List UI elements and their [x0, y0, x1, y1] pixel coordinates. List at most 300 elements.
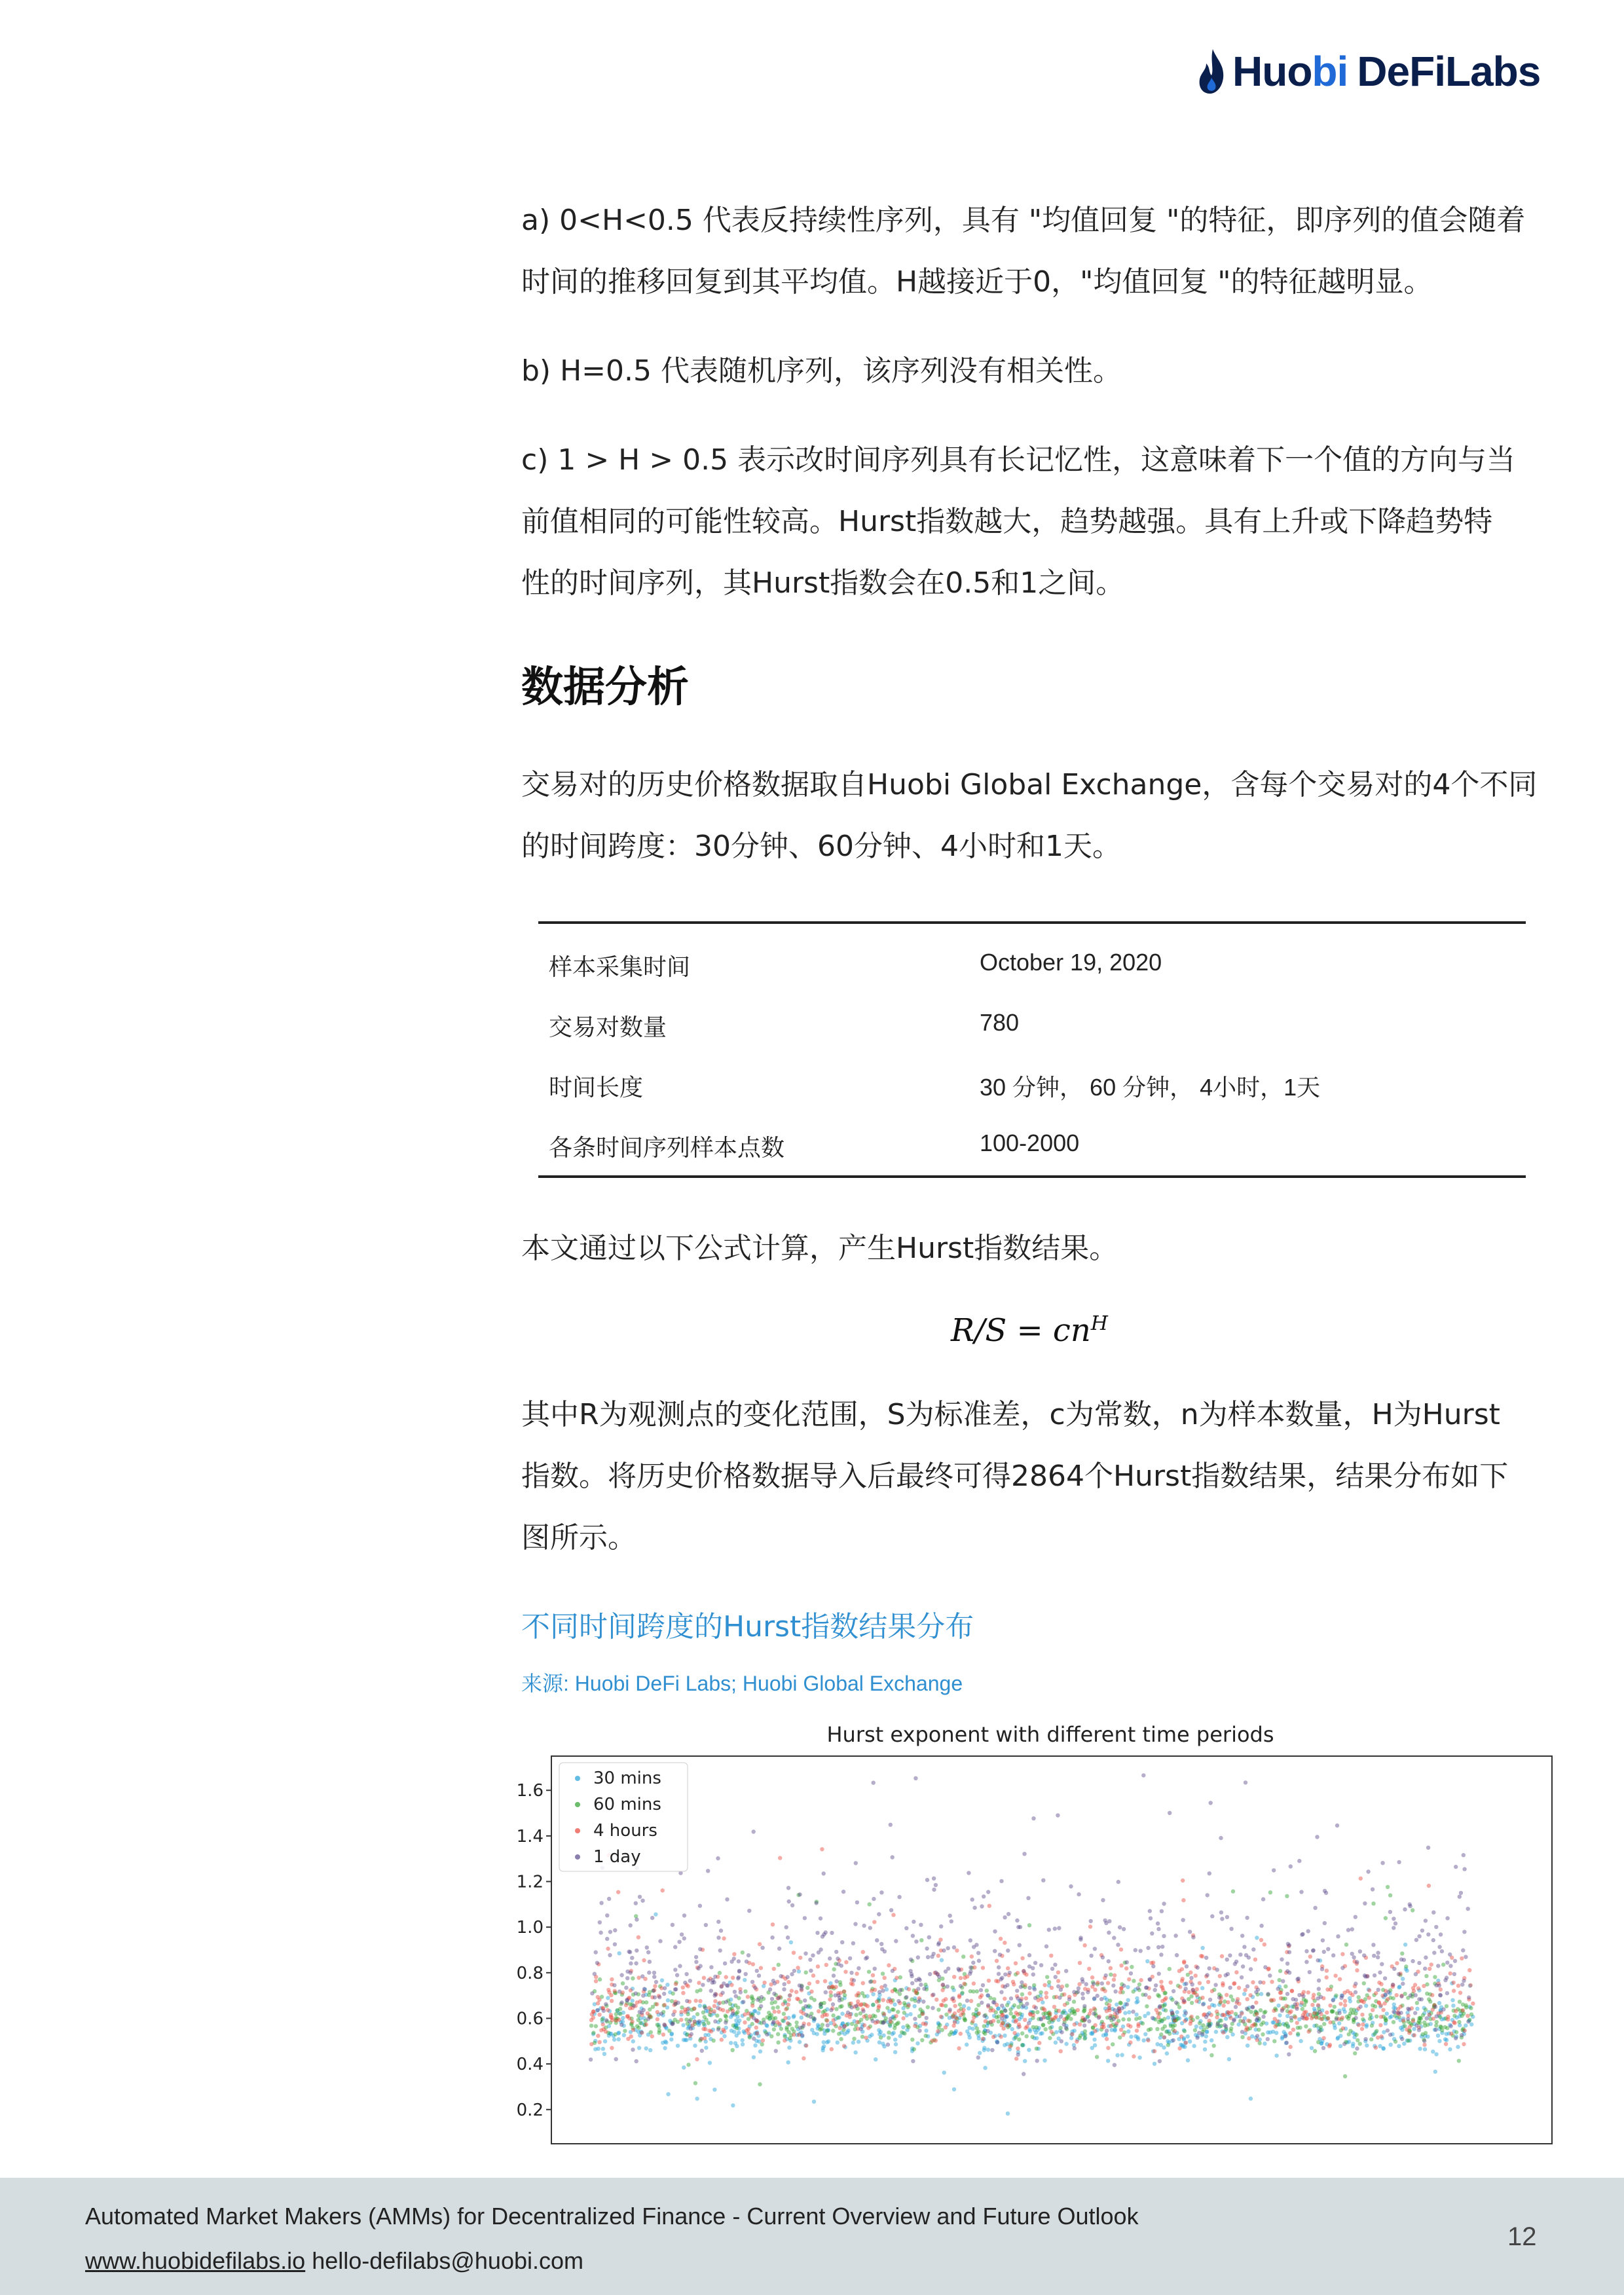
scatter-point — [898, 1992, 902, 1996]
scatter-point — [712, 2010, 716, 2013]
scatter-point — [1043, 2008, 1046, 2012]
scatter-point — [1337, 2021, 1341, 2025]
scatter-point — [1159, 1953, 1163, 1956]
scatter-point — [1111, 1983, 1115, 1987]
scatter-point — [596, 2008, 600, 2012]
scatter-point — [928, 1972, 932, 1976]
scatter-point — [1005, 2023, 1009, 2027]
scatter-point — [1299, 2039, 1302, 2043]
scatter-point — [970, 1955, 974, 1958]
scatter-point — [1417, 1934, 1421, 1938]
scatter-point — [1048, 2011, 1052, 2015]
scatter-point — [1156, 2015, 1160, 2019]
scatter-point — [1215, 2015, 1219, 2019]
scatter-point — [650, 1916, 654, 1920]
scatter-point — [1095, 2055, 1099, 2059]
scatter-point — [1449, 1972, 1452, 1975]
scatter-point — [697, 1966, 701, 1970]
scatter-point — [602, 2052, 606, 2056]
scatter-point — [1234, 1970, 1238, 1974]
scatter-point — [635, 1949, 638, 1953]
explain-line1: 其中R为观测点的变化范围，S为标准差，c为常数，n为样本数量，H为Hurst — [521, 1398, 1500, 1431]
scatter-points — [589, 1773, 1475, 2116]
scatter-point — [826, 2023, 830, 2027]
scatter-point — [1438, 2015, 1442, 2019]
scatter-point — [1449, 2032, 1453, 2036]
scatter-point — [1108, 1998, 1112, 2002]
scatter-point — [1069, 2036, 1073, 2040]
scatter-point — [825, 2029, 829, 2033]
scatter-point — [1276, 1987, 1280, 1991]
scatter-point — [1189, 1970, 1192, 1974]
scatter-point — [1388, 2015, 1392, 2019]
scatter-point — [1351, 2042, 1355, 2046]
scatter-point — [686, 1984, 690, 1988]
scatter-point — [1127, 2017, 1131, 2021]
scatter-point — [861, 1981, 865, 1985]
scatter-point — [1376, 1988, 1380, 1992]
scatter-point — [712, 1994, 716, 1998]
scatter-point — [1143, 1992, 1147, 1996]
scatter-point — [834, 1950, 838, 1954]
scatter-point — [1107, 1959, 1111, 1963]
scatter-point — [1274, 2025, 1278, 2029]
scatter-point — [862, 2023, 866, 2027]
scatter-point — [1321, 2036, 1325, 2040]
scatter-point — [1106, 2046, 1110, 2050]
scatter-point — [1112, 1977, 1116, 1981]
scatter-point — [1384, 1916, 1388, 1920]
scatter-point — [1285, 1962, 1289, 1966]
scatter-point — [1082, 2004, 1086, 2008]
scatter-point — [1346, 1989, 1350, 1993]
scatter-point — [1166, 2015, 1170, 2019]
scatter-point — [593, 1972, 597, 1975]
scatter-point — [1131, 2010, 1135, 2013]
scatter-point — [815, 1931, 819, 1935]
scatter-point — [607, 1991, 611, 1994]
scatter-point — [912, 1920, 915, 1924]
scatter-point — [1168, 1967, 1172, 1971]
scatter-point — [1093, 2023, 1097, 2027]
scatter-point — [1378, 1970, 1382, 1974]
scatter-point — [1255, 2012, 1259, 2016]
scatter-point — [932, 1952, 936, 1956]
scatter-point — [1127, 1977, 1131, 1981]
scatter-point — [894, 2042, 898, 2046]
scatter-point — [879, 2036, 883, 2040]
scatter-point — [637, 1975, 640, 1979]
scatter-point — [759, 1966, 763, 1970]
scatter-point — [971, 1960, 975, 1964]
scatter-point — [1014, 2018, 1018, 2022]
scatter-point — [1413, 2011, 1417, 2015]
scatter-point — [1274, 2053, 1278, 2057]
scatter-point — [661, 2032, 665, 2036]
scatter-point — [1192, 2044, 1196, 2048]
scatter-point — [673, 1945, 677, 1949]
scatter-point — [599, 1930, 602, 1934]
scatter-point — [760, 2042, 764, 2046]
scatter-point — [1039, 1991, 1043, 1994]
scatter-point — [912, 2047, 916, 2051]
scatter-point — [718, 1949, 722, 1953]
scatter-point — [853, 1922, 857, 1926]
scatter-point — [1136, 2024, 1140, 2028]
scatter-point — [1160, 2019, 1164, 2023]
scatter-point — [952, 2087, 956, 2091]
scatter-point — [819, 2002, 822, 2006]
scatter-point — [997, 1965, 1001, 1969]
scatter-point — [1338, 2002, 1342, 2006]
scatter-point — [1415, 2001, 1419, 2005]
scatter-point — [752, 2036, 756, 2040]
scatter-point — [1209, 2053, 1213, 2057]
section-heading-wrap — [521, 653, 1543, 714]
scatter-point — [1073, 2046, 1077, 2050]
scatter-point — [975, 2027, 979, 2030]
scatter-point — [737, 1959, 741, 1963]
scatter-point — [813, 2017, 817, 2021]
scatter-point — [999, 2034, 1003, 2038]
scatter-point — [896, 2010, 900, 2013]
scatter-point — [767, 2017, 771, 2021]
scatter-point — [1295, 2007, 1299, 2011]
scatter-point — [1092, 2038, 1096, 2042]
y-tick-label: 0.2 — [516, 2100, 544, 2120]
scatter-point — [1371, 2008, 1375, 2012]
scatter-point — [1330, 2010, 1334, 2013]
scatter-point — [807, 2022, 811, 2026]
scatter-point — [751, 1962, 755, 1966]
scatter-point — [815, 1980, 819, 1984]
footer-contact — [85, 2247, 583, 2275]
scatter-point — [608, 1953, 612, 1957]
scatter-point — [1027, 1986, 1031, 1990]
scatter-point — [819, 1917, 822, 1920]
scatter-point — [1008, 2008, 1012, 2011]
scatter-point — [1126, 1985, 1130, 1989]
scatter-point — [873, 1967, 877, 1971]
scatter-point — [1318, 2010, 1321, 2014]
scatter-point — [898, 1975, 902, 1979]
scatter-point — [1367, 1989, 1371, 1992]
scatter-point — [1426, 1846, 1430, 1850]
scatter-point — [1126, 2029, 1130, 2033]
scatter-point — [1319, 2025, 1323, 2029]
scatter-point — [936, 2029, 940, 2033]
scatter-point — [657, 2030, 661, 2034]
scatter-point — [613, 1928, 617, 1932]
formula-intro — [521, 1218, 1543, 1279]
scatter-point — [1333, 2026, 1337, 2030]
scatter-point — [991, 2000, 995, 2004]
scatter-point — [917, 2000, 921, 2004]
scatter-point — [1224, 2017, 1228, 2021]
scatter-point — [1092, 2011, 1096, 2015]
scatter-point — [690, 2032, 693, 2036]
scatter-point — [996, 2006, 1000, 2010]
scatter-point — [1115, 2021, 1118, 2025]
scatter-point — [1225, 2035, 1229, 2039]
scatter-point — [1120, 2006, 1124, 2010]
scatter-point — [1358, 2042, 1362, 2046]
scatter-point — [1457, 2020, 1461, 2024]
scatter-point — [599, 1901, 603, 1905]
scatter-point — [752, 1829, 756, 1833]
scatter-point — [640, 2030, 644, 2034]
scatter-point — [1423, 2023, 1427, 2027]
scatter-point — [624, 1986, 628, 1990]
scatter-point — [1336, 1934, 1340, 1938]
scatter-point — [1464, 1955, 1467, 1959]
scatter-point — [940, 2028, 944, 2032]
scatter-point — [1420, 2032, 1424, 2036]
scatter-point — [1047, 1928, 1051, 1932]
scatter-point — [610, 2046, 614, 2050]
scatter-point — [1050, 1986, 1054, 1990]
scatter-point — [1255, 2038, 1259, 2042]
scatter-point — [784, 2007, 788, 2011]
scatter-point — [1393, 1921, 1397, 1925]
scatter-point — [927, 1936, 931, 1939]
scatter-point — [1361, 2017, 1365, 2021]
scatter-point — [1219, 1836, 1223, 1840]
scatter-point — [1016, 1971, 1020, 1975]
scatter-point — [873, 2014, 877, 2018]
scatter-point — [1407, 2008, 1411, 2011]
scatter-point — [1146, 1946, 1150, 1950]
scatter-point — [1112, 2017, 1116, 2021]
scatter-point — [831, 2029, 835, 2032]
scatter-point — [702, 2022, 706, 2026]
scatter-point — [1229, 1994, 1233, 1998]
scatter-point — [1228, 1986, 1232, 1990]
scatter-point — [1375, 2029, 1378, 2033]
scatter-point — [1431, 1938, 1435, 1942]
scatter-point — [881, 1972, 885, 1975]
scatter-point — [864, 2036, 868, 2040]
scatter-point — [1136, 1986, 1140, 1990]
scatter-point — [967, 2026, 971, 2030]
scatter-point — [698, 1903, 702, 1907]
scatter-point — [1305, 2016, 1309, 2020]
scatter-point — [1431, 1911, 1435, 1915]
scatter-point — [1054, 1975, 1058, 1979]
scatter-point — [854, 2013, 858, 2017]
scatter-point — [1146, 2011, 1150, 2015]
scatter-point — [1376, 2036, 1380, 2040]
scatter-point — [1057, 2009, 1061, 2013]
scatter-point — [698, 1947, 702, 1951]
scatter-point — [1024, 1996, 1028, 2000]
scatter-point — [813, 1998, 817, 2002]
scatter-point — [663, 2003, 667, 2007]
scatter-point — [771, 2021, 775, 2025]
scatter-point — [608, 1930, 612, 1934]
table-value: 30 分钟， 60 分钟， 4小时，1天 — [980, 1074, 1321, 1101]
scatter-point — [1195, 1987, 1199, 1991]
scatter-point — [916, 1987, 920, 1991]
scatter-point — [679, 2018, 683, 2022]
scatter-point — [1147, 1995, 1151, 1999]
scatter-point — [1439, 1987, 1443, 1991]
scatter-point — [751, 1998, 755, 2002]
scatter-point — [1400, 2037, 1404, 2041]
scatter-point — [619, 1973, 623, 1977]
scatter-point — [963, 2018, 967, 2022]
scatter-point — [1437, 2001, 1441, 2005]
scatter-point — [1160, 1945, 1164, 1949]
scatter-point — [1119, 1964, 1123, 1968]
scatter-point — [981, 2037, 985, 2041]
scatter-point — [783, 2034, 787, 2038]
scatter-point — [897, 1895, 901, 1899]
scatter-point — [1219, 2019, 1223, 2023]
scatter-point — [921, 2012, 925, 2016]
scatter-point — [1320, 1967, 1324, 1971]
scatter-point — [1059, 1988, 1063, 1992]
scatter-point — [963, 1975, 967, 1979]
scatter-point — [737, 1975, 741, 1979]
scatter-point — [1129, 2034, 1133, 2038]
scatter-point — [957, 2046, 961, 2050]
scatter-point — [1377, 1981, 1381, 1985]
scatter-point — [1170, 2011, 1174, 2015]
formula-exponent: H — [1090, 1312, 1108, 1335]
scatter-point — [614, 2057, 618, 2061]
scatter-point — [1076, 1990, 1080, 1994]
scatter-point — [891, 1969, 895, 1973]
scatter-point — [735, 2026, 739, 2030]
scatter-point — [1462, 2042, 1466, 2046]
scatter-point — [853, 2050, 857, 2054]
legend-label: 4 hours — [593, 1821, 657, 1841]
scatter-point — [591, 2030, 595, 2034]
scatter-point — [753, 1986, 757, 1990]
scatter-point — [986, 2047, 990, 2051]
scatter-point — [1454, 2009, 1458, 2013]
scatter-point — [631, 2028, 635, 2032]
scatter-point — [870, 2032, 874, 2036]
legend-marker — [575, 1802, 580, 1807]
scatter-point — [1017, 2038, 1021, 2042]
scatter-point — [1143, 2032, 1147, 2036]
scatter-point — [946, 1966, 950, 1970]
scatter-point — [1208, 1998, 1212, 2002]
scatter-point — [980, 1904, 984, 1908]
scatter-point — [1414, 2023, 1418, 2027]
scatter-point — [872, 1920, 876, 1924]
scatter-point — [681, 2023, 685, 2027]
scatter-point — [1446, 2015, 1450, 2019]
scatter-point — [648, 1990, 652, 1994]
scatter-point — [1449, 1964, 1452, 1968]
scatter-point — [719, 1928, 723, 1932]
scatter-point — [1287, 2052, 1291, 2056]
scatter-point — [688, 1979, 692, 1983]
scatter-point — [724, 2000, 728, 2004]
scatter-point — [1251, 1980, 1255, 1984]
scatter-point — [1070, 2032, 1074, 2036]
scatter-point — [1433, 2005, 1437, 2009]
scatter-point — [1206, 1980, 1210, 1984]
scatter-point — [951, 1985, 955, 1989]
scatter-point — [1326, 2016, 1330, 2020]
scatter-point — [653, 1984, 657, 1988]
scatter-point — [1112, 1936, 1116, 1939]
scatter-point — [1173, 2023, 1177, 2027]
scatter-point — [1237, 2002, 1241, 2006]
website-link[interactable]: www.huobidefilabs.io — [85, 2247, 306, 2274]
scatter-point — [1219, 1911, 1223, 1915]
scatter-point — [654, 1913, 657, 1917]
scatter-point — [653, 1995, 657, 1999]
scatter-point — [1031, 2035, 1035, 2039]
scatter-point — [934, 2038, 938, 2042]
scatter-point — [1200, 1946, 1204, 1950]
scatter-point — [684, 1972, 688, 1976]
page-footer — [0, 2178, 1624, 2295]
scatter-point — [1048, 2026, 1052, 2030]
scatter-point — [1000, 2017, 1004, 2021]
scatter-point — [595, 1961, 599, 1965]
scatter-point — [1209, 2013, 1213, 2017]
scatter-point — [1431, 2049, 1435, 2053]
scatter-point — [1164, 1996, 1168, 2000]
scatter-point — [685, 1999, 689, 2003]
scatter-point — [1048, 2036, 1052, 2040]
scatter-point — [1089, 1954, 1093, 1958]
scatter-point — [1289, 2010, 1293, 2013]
scatter-point — [855, 1900, 859, 1904]
scatter-point — [1056, 1813, 1060, 1817]
scatter-point — [652, 1975, 656, 1979]
scatter-point — [1403, 1943, 1407, 1947]
scatter-point — [1015, 1919, 1019, 1922]
scatter-point — [1118, 1925, 1122, 1929]
scatter-point — [1186, 2034, 1190, 2038]
scatter-point — [883, 1984, 887, 1988]
scatter-point — [1365, 2044, 1369, 2047]
scatter-point — [895, 2022, 899, 2026]
scatter-point — [1231, 1889, 1235, 1893]
scatter-point — [1129, 1972, 1133, 1975]
scatter-point — [776, 2040, 780, 2044]
scatter-point — [1314, 2015, 1318, 2019]
scatter-point — [772, 1992, 776, 1996]
scatter-point — [1014, 2057, 1018, 2061]
scatter-point — [1388, 1893, 1392, 1897]
scatter-point — [1193, 2028, 1197, 2032]
scatter-point — [1377, 2001, 1381, 2005]
scatter-point — [1258, 1980, 1262, 1984]
scatter-point — [1044, 1991, 1048, 1995]
scatter-point — [758, 2049, 762, 2053]
scatter-point — [1116, 1943, 1120, 1947]
scatter-point — [667, 2029, 671, 2032]
scatter-point — [1402, 1958, 1406, 1962]
scatter-point — [1421, 2013, 1425, 2017]
scatter-point — [1244, 1953, 1248, 1957]
scatter-point — [965, 2029, 969, 2033]
scatter-point — [1223, 2013, 1227, 2017]
scatter-point — [886, 2042, 890, 2046]
scatter-point — [926, 2005, 930, 2009]
scatter-point — [911, 2059, 915, 2063]
scatter-point — [1039, 1963, 1043, 1967]
scatter-point — [1165, 2051, 1169, 2055]
